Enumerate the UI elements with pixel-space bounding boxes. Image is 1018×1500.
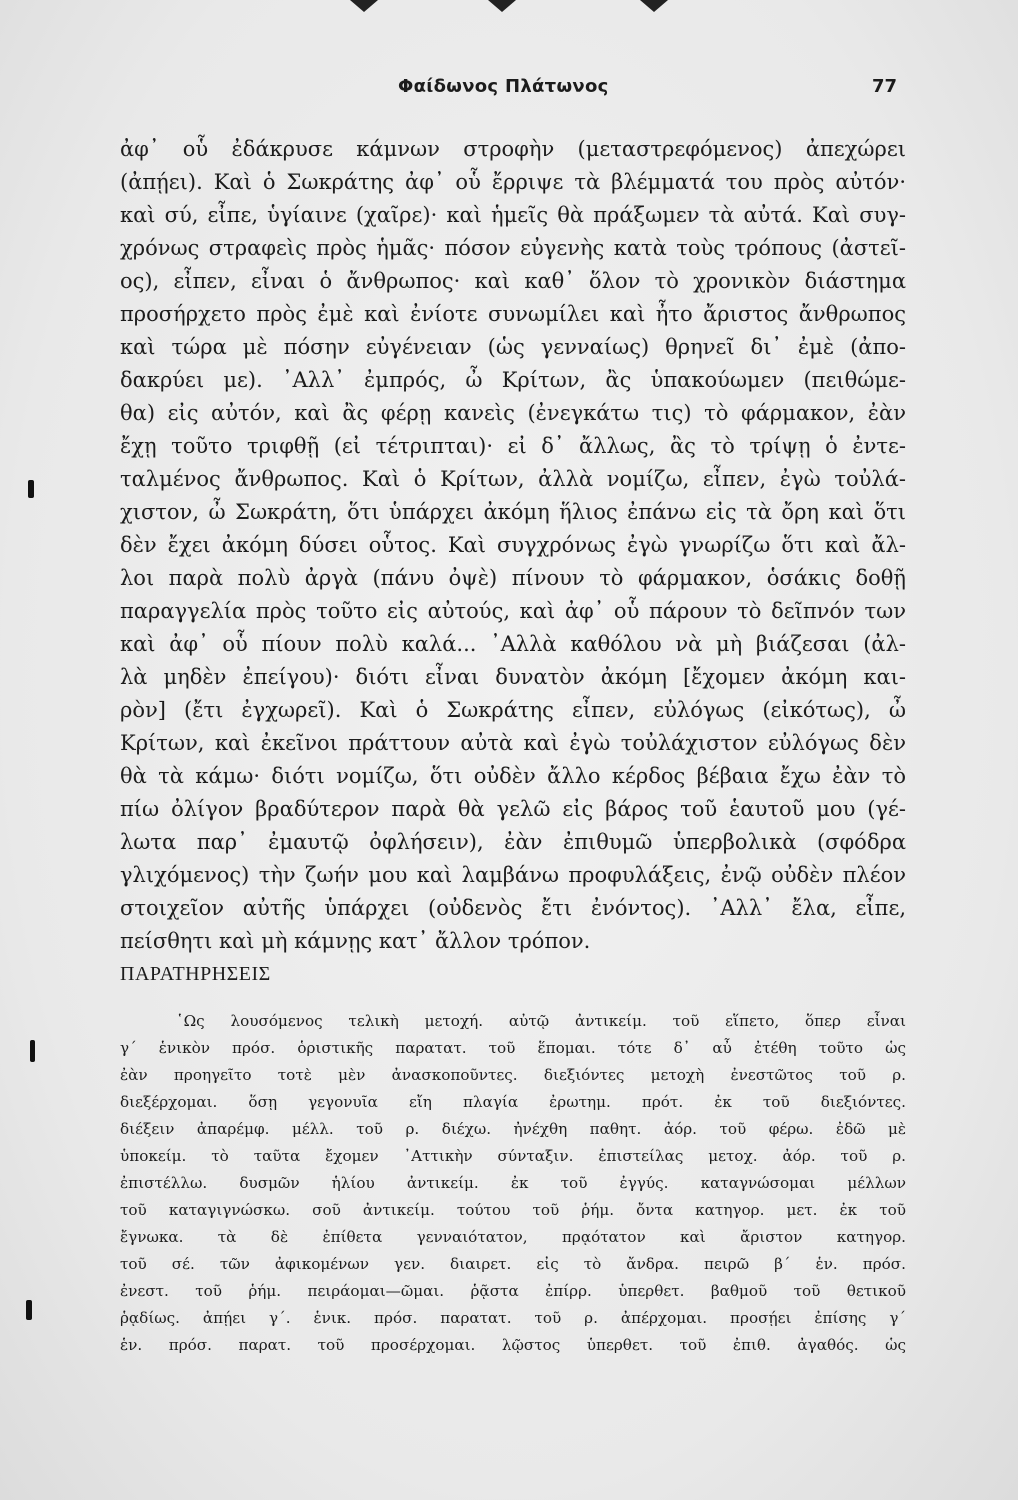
text-line: (ἀπῄει). Καὶ ὁ Σωκράτης ἀφ᾽ οὗ ἔρριψε τὰ βλέμματά του πρὸς αὐτόν· (120, 170, 906, 194)
text-line: δὲν ἔχει ἀκόμη δύσει οὗτος. Καὶ συγχρόνως ἐγὼ γνωρίζω ὅτι καὶ ἄλ- (120, 533, 906, 557)
text-line: πίω ὀλίγον βραδύτερον παρὰ θὰ γελῶ εἰς βάρος τοῦ ἑαυτοῦ μου (γέ- (120, 797, 906, 821)
text-line: λὰ μηδὲν ἐπείγου)· διότι εἶναι δυνατὸν ἀκόμη [ἔχομεν ἀκόμη και- (120, 665, 906, 689)
text-line: ρὸν] (ἔτι ἐγχωρεῖ). Καὶ ὁ Σωκράτης εἶπεν, εὐλόγως (εἰκότως), ὦ (120, 698, 906, 722)
running-title: Φαίδωνος Πλάτωνος (398, 76, 609, 97)
text-line: ἀφ᾽ οὗ ἐδάκρυσε κάμνων στροφὴν (μεταστρεφόμενος) ἀπεχώρει (120, 137, 906, 161)
scan-speck (28, 480, 34, 498)
note-line: διεξέρχομαι. ὅσῃ γεγονυῖα εἴη πλαγία ἐρωτημ. πρότ. ἐκ τοῦ διεξιόντες. (120, 1093, 906, 1111)
text-line: θα) εἰς αὐτόν, καὶ ἂς φέρῃ κανεὶς (ἐνεγκάτω τις) τὸ φάρμακον, ἐὰν (120, 401, 906, 425)
text-line: καὶ σύ, εἶπε, ὑγίαινε (χαῖρε)· καὶ ἡμεῖς θὰ πράξωμεν τὰ αὐτά. Καὶ συγ- (120, 203, 906, 227)
text-line: χιστον, ὦ Σωκράτη, ὅτι ὑπάρχει ἀκόμη ἥλιος ἐπάνω εἰς τὰ ὄρη καὶ ὅτι (120, 500, 906, 524)
running-head (0, 76, 1018, 102)
text-line: Κρίτων, καὶ ἐκεῖνοι πράττουν αὐτὰ καὶ ἐγὼ τοὐλάχιστον εὐλόγως δὲν (120, 731, 906, 755)
note-line: διέξειν ἀπαρέμφ. μέλλ. τοῦ ρ. διέχω. ἠνέχθη παθητ. ἀόρ. τοῦ φέρω. ἐδῶ μὲ (120, 1120, 906, 1138)
text-line: γλιχόμενος) τὴν ζωήν μου καὶ λαμβάνω προφυλάξεις, ἐνῷ οὐδὲν πλέον (120, 863, 906, 887)
note-line: ῥᾳδίως. ἀπῄει γ´. ἑνικ. πρόσ. παρατατ. τοῦ ρ. ἀπέρχομαι. προσῄει ἐπίσης γ´ (120, 1309, 906, 1327)
text-line: καὶ ἀφ᾽ οὗ πίουν πολὺ καλά... ᾽Αλλὰ καθόλου νὰ μὴ βιάζεσαι (ἀλ- (120, 632, 906, 656)
note-line: ἐνεστ. τοῦ ῥήμ. πειράομαι—ῶμαι. ῥᾷστα ἐπίρρ. ὑπερθετ. βαθμοῦ τοῦ θετικοῦ (120, 1282, 906, 1300)
note-line: ῾Ως λουσόμενος τελικὴ μετοχή. αὐτῷ ἀντικείμ. τοῦ εἵπετο, ὅπερ εἶναι (176, 1012, 906, 1030)
text-line: καὶ τώρα μὲ πόσην εὐγένειαν (ὡς γενναίως) θρηνεῖ δι᾽ ἐμὲ (ἀπο- (120, 335, 906, 359)
text-line: παραγγελία πρὸς τοῦτο εἰς αὐτούς, καὶ ἀφ᾽ οὗ πάρουν τὸ δεῖπνόν των (120, 599, 906, 623)
text-line: στοιχεῖον αὐτῆς ὑπάρχει (οὐδενὸς ἔτι ἐνόντος). ᾽Αλλ᾽ ἔλα, εἶπε, (120, 896, 906, 920)
text-line: ος), εἶπεν, εἶναι ὁ ἄνθρωπος· καὶ καθ᾽ ὅλον τὸ χρονικὸν διάστημα (120, 269, 906, 293)
text-line: δακρύει με). ᾽Αλλ᾽ ἐμπρός, ὦ Κρίτων, ἂς ὑπακούωμεν (πειθώμε- (120, 368, 906, 392)
scan-mark (488, 0, 516, 12)
note-line: ἑν. πρόσ. παρατ. τοῦ προσέρχομαι. λῷστος ὑπερθετ. τοῦ ἐπιθ. ἀγαθός. ὡς (120, 1336, 906, 1354)
note-line: ἐὰν προηγεῖτο τοτὲ μὲν ἀνασκοποῦντες. διεξιόντες μετοχὴ ἐνεστῶτος τοῦ ρ. (120, 1066, 906, 1084)
text-line: ταλμένος ἄνθρωπος. Καὶ ὁ Κρίτων, ἀλλὰ νομίζω, εἶπεν, ἐγὼ τοὐλά- (120, 467, 906, 491)
scan-speck (30, 1040, 35, 1062)
text-line: χρόνως στραφεὶς πρὸς ἡμᾶς· πόσον εὐγενὴς κατὰ τοὺς τρόπους (ἀστεῖ- (120, 236, 906, 260)
page-number: 77 (872, 76, 898, 97)
notes-heading: ΠΑΡΑΤΗΡΗΣΕΙΣ (120, 963, 271, 985)
scan-mark (350, 0, 378, 12)
scan-mark (640, 0, 668, 12)
note-line: ἔγνωκα. τὰ δὲ ἐπίθετα γενναιότατον, πρᾳότατον καὶ ἄριστον κατηγορ. (120, 1228, 906, 1246)
note-line: ὑποκείμ. τὸ ταῦτα ἔχομεν ᾽Αττικὴν σύνταξιν. ἐπιστείλας μετοχ. ἀόρ. τοῦ ρ. (120, 1147, 906, 1165)
note-line: τοῦ καταγιγνώσκω. σοῦ ἀντικείμ. τούτου τοῦ ῥήμ. ὄντα κατηγορ. μετ. ἐκ τοῦ (120, 1201, 906, 1219)
note-line: τοῦ σέ. τῶν ἀφικομένων γεν. διαιρετ. εἰς τὸ ἄνδρα. πειρῶ β´ ἑν. πρόσ. (120, 1255, 906, 1273)
note-line: ἐπιστέλλω. δυσμῶν ἡλίου ἀντικείμ. ἐκ τοῦ ἐγγύς. καταγνώσομαι μέλλων (120, 1174, 906, 1192)
note-line: γ´ ἑνικὸν πρόσ. ὁριστικῆς παρατατ. τοῦ ἕπομαι. τότε δ᾽ αὖ ἐτέθη τοῦτο ὡς (120, 1039, 906, 1057)
text-line: ἔχῃ τοῦτο τριφθῇ (εἰ τέτριπται)· εἰ δ᾽ ἄλλως, ἂς τὸ τρίψῃ ὁ ἐντε- (120, 434, 906, 458)
text-line: θὰ τὰ κάμω· διότι νομίζω, ὅτι οὐδὲν ἄλλο κέρδος βέβαια ἔχω ἐὰν τὸ (120, 764, 906, 788)
scan-speck (26, 1300, 32, 1320)
text-line: λοι παρὰ πολὺ ἀργὰ (πάνυ ὀψὲ) πίνουν τὸ φάρμακον, ὁσάκις δοθῇ (120, 566, 906, 590)
text-line: λωτα παρ᾽ ἐμαυτῷ ὀφλήσειν), ἐὰν ἐπιθυμῶ ὑπερβολικὰ (σφόδρα (120, 830, 906, 854)
text-line: πείσθητι καὶ μὴ κάμνῃς κατ᾽ ἄλλον τρόπον. (120, 929, 591, 953)
text-line: προσήρχετο πρὸς ἐμὲ καὶ ἐνίοτε συνωμίλει καὶ ἦτο ἄριστος ἄνθρωπος (120, 302, 906, 326)
